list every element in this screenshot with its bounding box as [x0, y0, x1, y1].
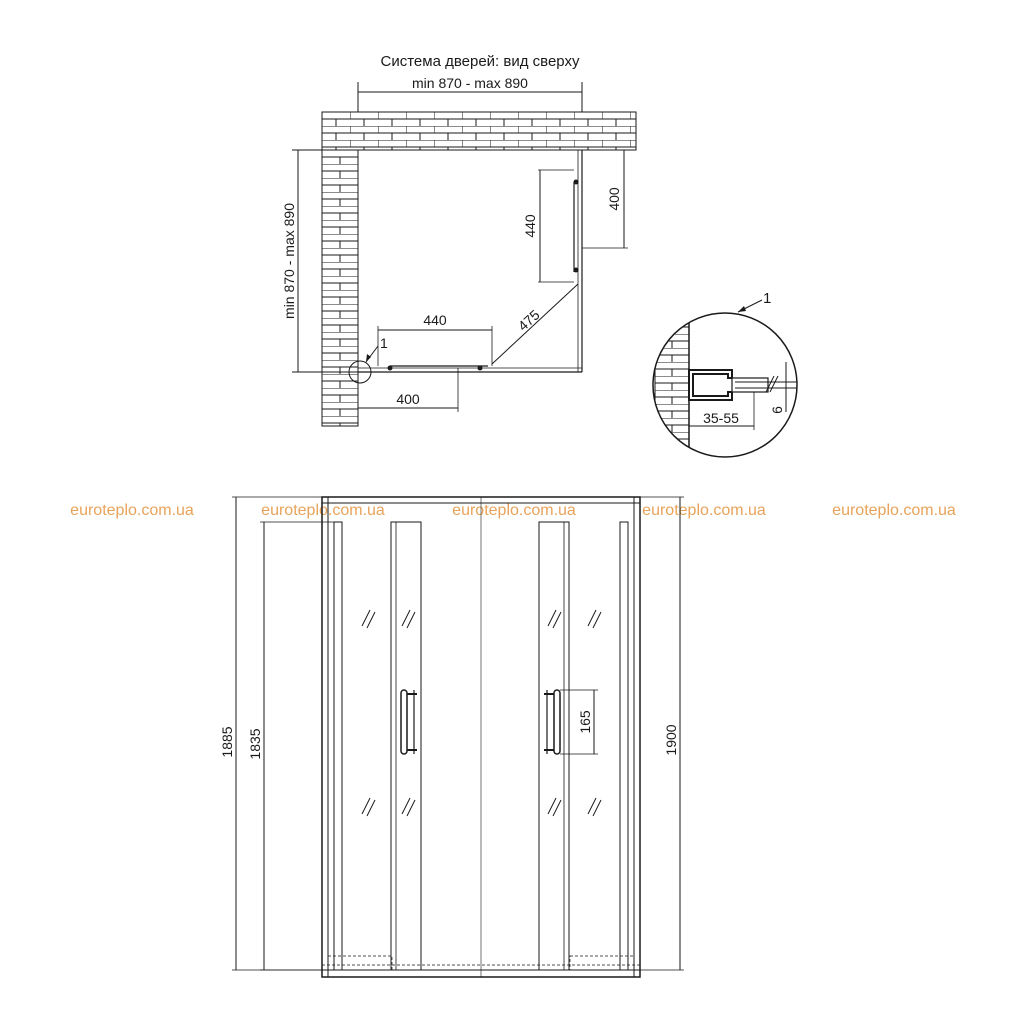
watermark-text: euroteplo.com.ua	[642, 502, 766, 519]
handle-height-label: 165	[577, 710, 593, 734]
watermark-text: euroteplo.com.ua	[832, 502, 956, 519]
glass-thickness-label: 6	[769, 406, 785, 414]
bottom-panel-dimension	[358, 368, 458, 412]
width-range-label: min 870 - max 890	[412, 75, 528, 91]
top-view	[281, 75, 636, 426]
left-handle	[401, 690, 417, 754]
profile-detail	[653, 290, 800, 462]
height-inner-label: 1835	[247, 728, 263, 760]
handle-height-dimension	[560, 690, 598, 754]
height-1885-dimension	[219, 497, 322, 970]
glass-reflection-marks	[362, 610, 601, 816]
watermark-text: euroteplo.com.ua	[452, 502, 576, 519]
watermark-text: euroteplo.com.ua	[70, 502, 194, 519]
front-view	[219, 497, 684, 977]
back-wall	[322, 112, 636, 150]
right-door-width-label: 440	[522, 214, 538, 238]
height-outer-label: 1885	[219, 726, 235, 758]
bottom-door-width-label: 440	[423, 312, 447, 328]
watermark-row	[70, 502, 956, 519]
left-sliding-door	[391, 522, 421, 970]
height-right-label: 1900	[663, 724, 679, 756]
profile-range-label: 35-55	[703, 410, 739, 426]
drawing-title: Система дверей: вид сверху	[380, 53, 580, 70]
right-handle	[544, 690, 560, 754]
right-door-dimension	[522, 170, 574, 282]
bottom-panel-width-label: 400	[396, 391, 420, 407]
bottom-door-dimension	[378, 312, 492, 366]
watermark-text: euroteplo.com.ua	[261, 502, 385, 519]
height-1835-dimension	[247, 522, 334, 970]
width-dimension	[358, 75, 582, 112]
enclosure-outline	[358, 150, 582, 372]
callout-number: 1	[380, 335, 388, 351]
side-wall	[322, 150, 358, 426]
detail-callout-number: 1	[763, 290, 772, 307]
corner-opening-label: 475	[514, 306, 543, 335]
depth-range-label: min 870 - max 890	[281, 203, 297, 319]
right-panel-dimension	[582, 150, 628, 248]
height-1900-dimension	[640, 497, 684, 970]
right-panel-width-label: 400	[606, 187, 622, 211]
